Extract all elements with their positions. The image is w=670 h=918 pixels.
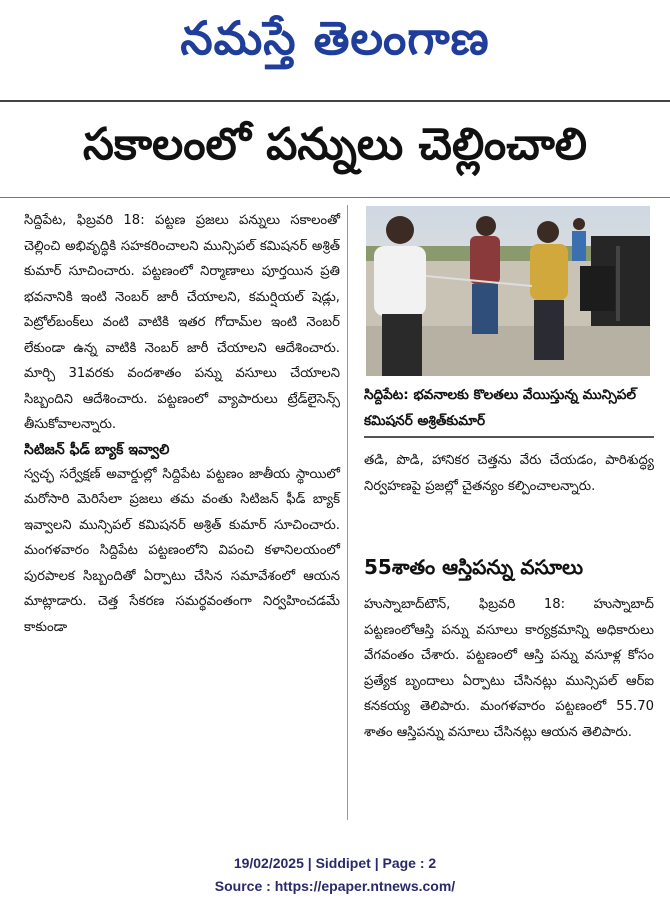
left-column — [24, 208, 340, 640]
subheading-feedback: సిటిజన్ ఫీడ్ బ్యాక్ ఇవ్వాలి — [24, 441, 170, 458]
subheading-tax-collection: 55శాతం ఆస్తిపన్ను వసూలు — [364, 555, 584, 579]
news-photo — [366, 206, 650, 376]
caption-divider — [364, 436, 654, 438]
column-divider — [347, 205, 348, 820]
divider-headline — [0, 197, 670, 198]
footer-source: Source : https://epaper.ntnews.com/ — [214, 878, 456, 894]
article-paragraph-4: హుస్నాబాద్‌టౌన్, ఫిబ్రవరి 18: హుస్నాబాద్ పట్టణంలోఆస్తి పన్ను వసూలు కార్యక్రమాన్ని అధికారులు వేగవంతం చేశారు. పట్టణంలో ఆస్తి పన్ను వసూళ్ల కోసం ప్రత్యేక బృందాలు ఏర్పాటు చేసినట్లు మున్సిపల్ ఆర్ఐ కనకయ్య తెలిపారు. మంగళవారం పట్టణంలో 55.70 శాతం ఆస్తిపన్ను వసూలు చేసినట్లు ఆయన తెలిపారు. — [364, 597, 654, 740]
article-paragraph-1: సిద్దిపేట, ఫిబ్రవరి 18: పట్టణ ప్రజలు పన్నులు సకాలంతో చెల్లించి అభివృద్ధికి సహకరించాలని మున్సిపల్ కమిషనర్ అశ్రిత్ కుమార్ సూచించారు. పట్టణంలో నిర్మాణాలు పూర్తయిన ప్రతి భవనానికి ఇంటి నెంబర్ జారీ చేయాలని, కమర్షియల్ షెడ్లు, పెట్రోల్‌బంక్‌లు వంటి వాటికి ఇతర గోదామ్‌ల ఇంటి నెంబర్ లేకుండా ఉన్న వాటికి నెంబర్ జారీ చేయాలని ఆదేశించారు. మార్చి 31వరకు వందశాతం పన్ను వసూలు చేయాలని సిబ్బందిని ఆదేశించారు. పట్టణంలో వ్యాపారులు ట్రేడ్‌లైసెన్స్ తీసుకోవాలన్నారు. — [24, 213, 340, 432]
news-photo-image — [366, 206, 650, 376]
right-column-story — [364, 592, 654, 745]
photo-caption: సిద్దిపేట: భవనాలకు కొలతలు వేయిస్తున్న మున్సిపల్ కమిషనర్ అశ్రిత్‌కుమార్ — [364, 387, 637, 429]
newspaper-masthead — [0, 0, 670, 88]
page-footer — [0, 852, 670, 898]
article-paragraph-3: తడి, పొడి, హానికర చెత్తను వేరు చేయడం, పారిశుద్ధ్య నిర్వహణపై ప్రజల్లో చైతన్యం కల్పించాలన్నారు. — [364, 453, 654, 494]
headline — [0, 110, 670, 190]
masthead-logo: నమస్తే తెలంగాణ — [180, 11, 490, 65]
article-paragraph-2: స్వచ్ఛ సర్వేక్షణ్ అవార్డుల్లో సిద్దిపేట పట్టణం జాతీయ స్థాయిలో మరోసారి మెరిసేలా ప్రజలు తమ వంతు సిటిజన్ ఫీడ్ బ్యాక్ ఇవ్వాలని మున్సిపల్ కమిషనర్ అశ్రిత్ కుమార్ సూచించారు. మంగళవారం సిద్దిపేట పట్టణంలోని విపంచి కళానిలయంలో పురపాలక సిబ్బందితో ఏర్పాటు చేసిన సమావేశంలో ఆయన మాట్లాడారు. చెత్త సేకరణ సమర్థవంతంగా నిర్వహించడమే కాకుండా — [24, 466, 340, 635]
right-column-continuation — [364, 448, 654, 499]
headline-text: సకాలంలో పన్నులు చెల్లించాలి — [83, 119, 587, 170]
footer-date-edition: 19/02/2025 | Siddipet | Page : 2 — [233, 855, 437, 871]
divider-top — [0, 100, 670, 102]
